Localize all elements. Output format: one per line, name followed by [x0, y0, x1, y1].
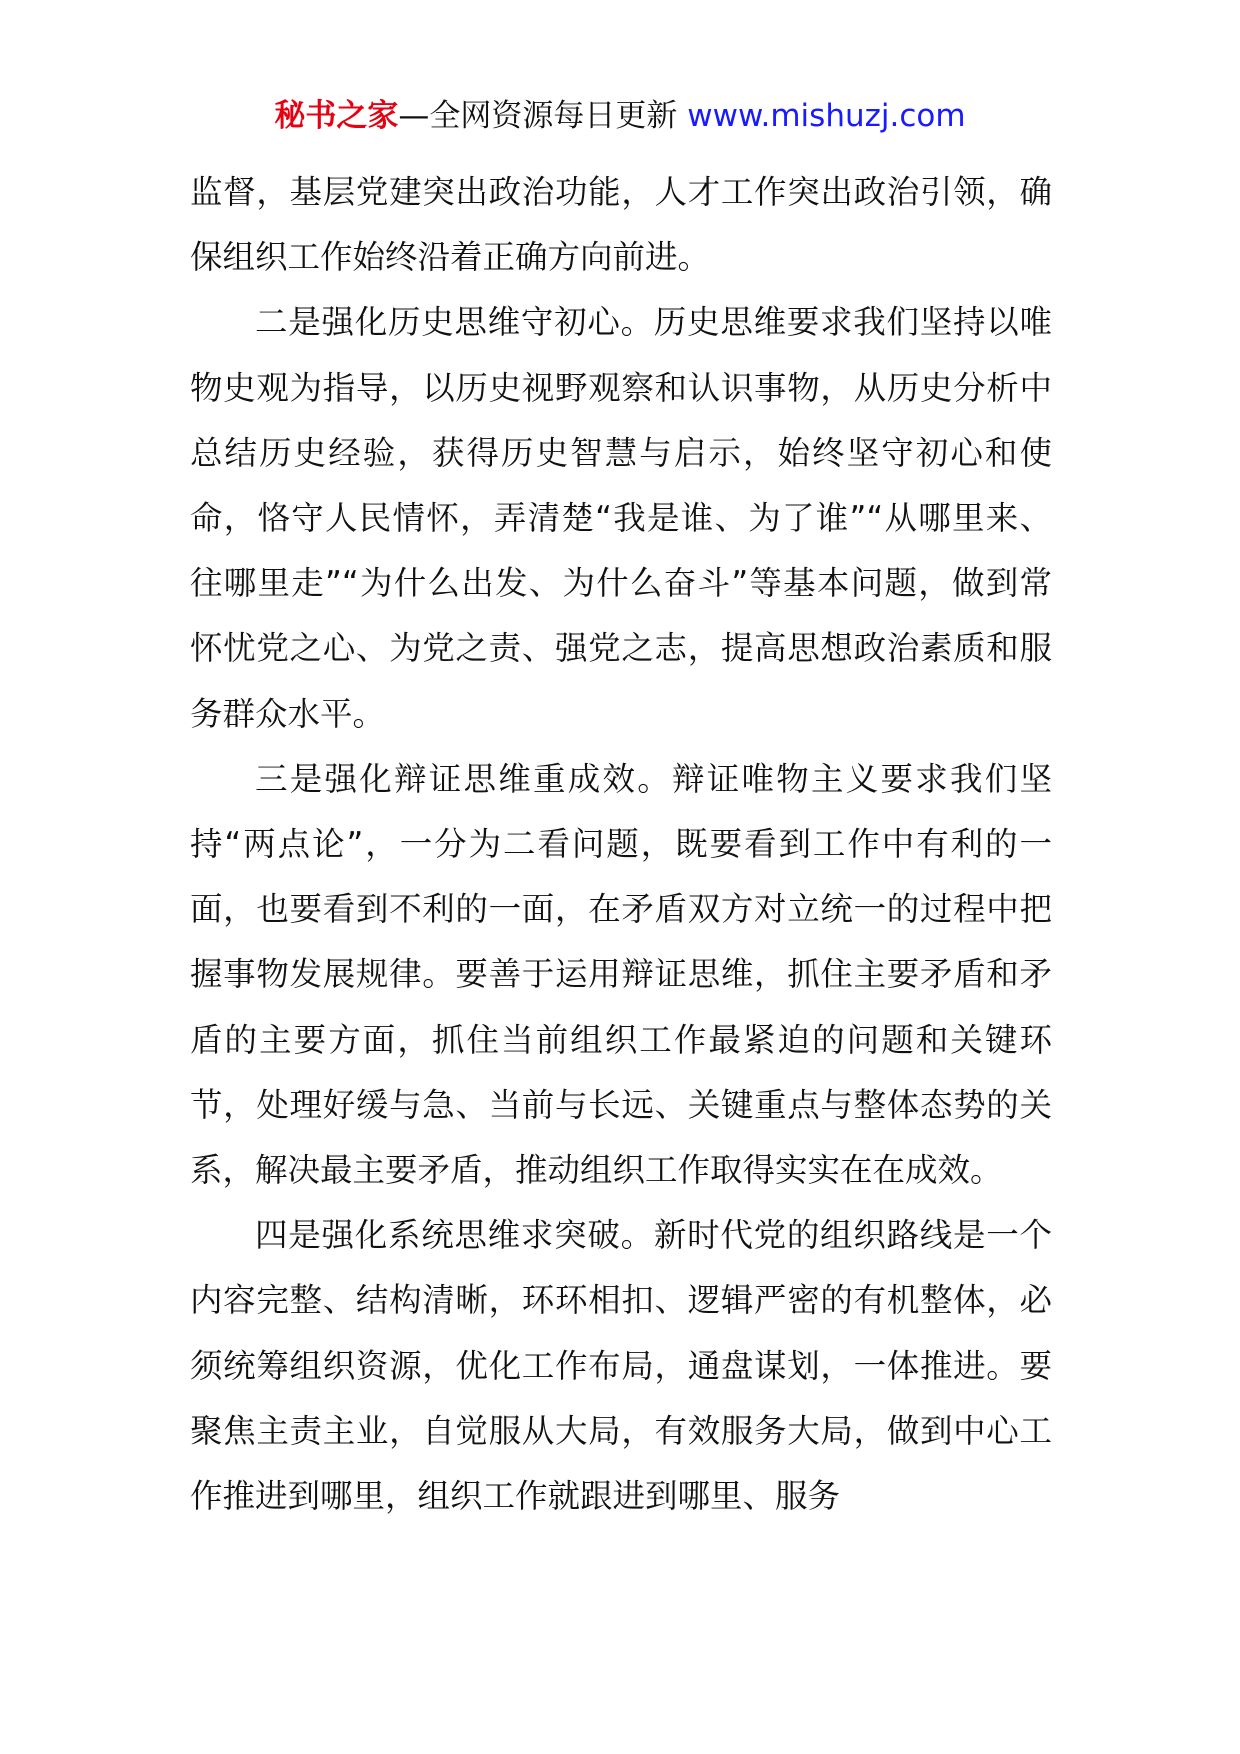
paragraph-continuation: 监督，基层党建突出政治功能，人才工作突出政治引领，确保组织工作始终沿着正确方向前进。 — [190, 173, 1052, 277]
paragraph-systems-thinking: 四是强化系统思维求突破。新时代党的组织路线是一个内容完整、结构清晰，环环相扣、逻辑严密的有机整体，必须统筹组织资源，优化工作布局，通盘谋划，一体推进。要聚焦主责主业，自觉服从大局，有效服务大局，做到中心工作推进到哪里，组织工作就跟进到哪里、服务 — [190, 1216, 1052, 1516]
paragraph-dialectical-thinking: 三是强化辩证思维重成效。辩证唯物主义要求我们坚持“两点论”，一分为二看问题，既要看到工作中有利的一面，也要看到不利的一面，在矛盾双方对立统一的过程中把握事物发展规律。要善于运用辩证思维，抓住主要矛盾和矛盾的主要方面，抓住当前组织工作最紧迫的问题和关键环节，处理好缓与急、当前与长远、关键重点与整体态势的关系，解决最主要矛盾，推动组织工作取得实实在在成效。 — [190, 759, 1052, 1190]
brand-name: 秘书之家 — [274, 98, 399, 134]
website-link[interactable]: www.mishuzj.com — [687, 98, 966, 134]
page-header — [0, 96, 1240, 136]
document-body — [190, 160, 1052, 1529]
header-slogan: —全网资源每日更新 — [398, 98, 688, 134]
paragraph-history-thinking: 二是强化历史思维守初心。历史思维要求我们坚持以唯物史观为指导，以历史视野观察和认识事物，从历史分析中总结历史经验，获得历史智慧与启示，始终坚守初心和使命，恪守人民情怀，弄清楚“我是谁、为了谁”“从哪里来、往哪里走”“为什么出发、为什么奋斗”等基本问题，做到常怀忧党之心、为党之责、强党之志，提高思想政治素质和服务群众水平。 — [190, 303, 1052, 733]
